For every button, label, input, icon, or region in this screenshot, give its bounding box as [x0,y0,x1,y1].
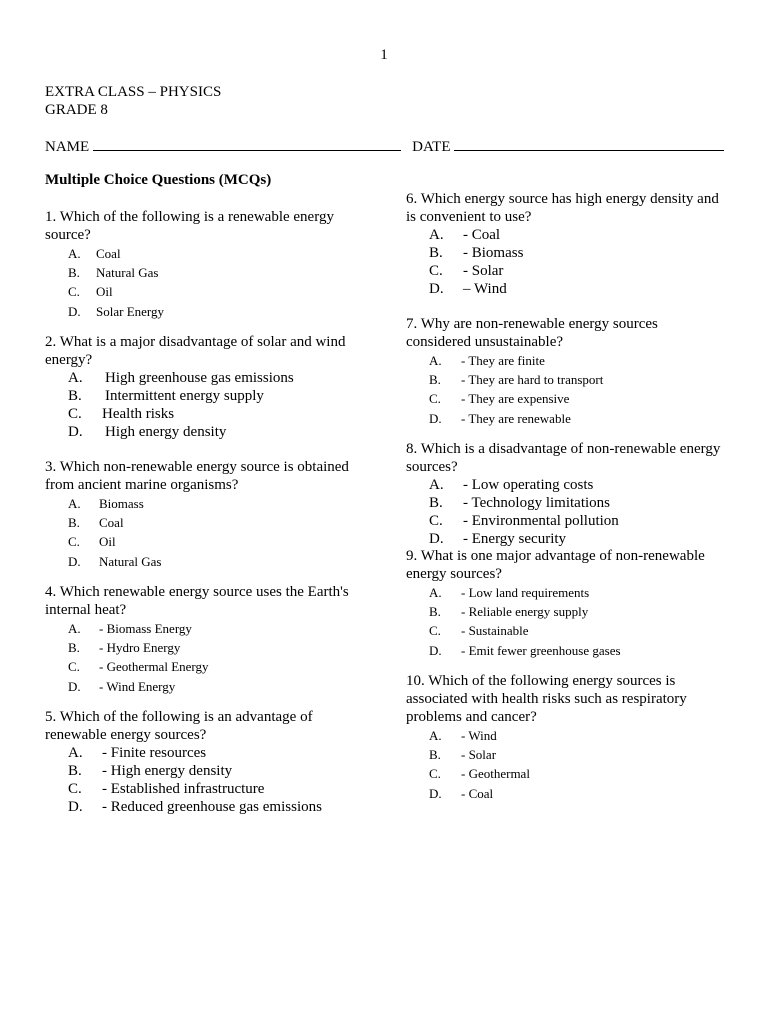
option-d[interactable]: D. - They are renewable [429,410,571,426]
question-8 [406,440,726,548]
option-c[interactable]: C. - Environmental pollution [429,513,619,529]
option-c[interactable]: C. - Established infrastructure [68,781,265,797]
option-b[interactable]: B. - They are hard to transport [429,372,604,388]
option-a[interactable]: A. Biomass [68,496,144,511]
section-title: Multiple Choice Questions (MCQs) [45,172,272,188]
option-a[interactable]: A. Coal [68,246,121,261]
question-text: 6. Which energy source has high energy density and is convenient to use? [406,191,719,225]
options-list [406,583,726,660]
options-list [45,744,375,816]
option-c[interactable]: C. Health risks [68,406,175,422]
question-text: 4. Which renewable energy source uses the Earth's internal heat? [45,584,349,618]
option-b[interactable]: B. Coal [68,515,124,531]
question-10 [406,672,726,803]
options-list [406,351,726,428]
option-c[interactable]: C. Oil [68,534,116,550]
question-3 [45,458,375,571]
option-b[interactable]: B. - Technology limitations [429,495,610,511]
question-7 [406,315,726,428]
option-d[interactable]: D. Solar Energy [68,303,164,319]
option-a[interactable]: A. - Low land requirements [429,585,590,600]
option-c[interactable]: C. - Sustainable [429,623,529,639]
question-2 [45,333,375,441]
question-5 [45,708,375,816]
name-label: NAME [45,139,90,155]
question-text: 3. Which non-renewable energy source is obtained from ancient marine organisms? [45,459,349,493]
options-list [406,726,726,803]
date-field[interactable] [454,136,724,151]
options-list [45,619,375,696]
option-d[interactable]: D. Natural Gas [68,553,162,569]
question-text: 2. What is a major disadvantage of solar and wind energy? [45,334,346,368]
option-a[interactable]: A. - They are finite [429,353,545,368]
question-text: 10. Which of the following energy sources is associated with health risks such as respiratory problems and cancer? [406,673,687,725]
option-b[interactable]: B. Natural Gas [68,265,159,281]
option-d[interactable]: D. High energy density [68,424,227,440]
option-d[interactable]: D. – Wind [429,281,507,297]
option-d[interactable]: D. - Wind Energy [68,678,176,694]
page-number: 1 [380,47,388,63]
options-list [45,244,375,321]
option-c[interactable]: C. - Geothermal Energy [68,659,209,675]
option-a[interactable]: A. - Finite resources [68,745,207,761]
question-6 [406,190,726,298]
question-text: 9. What is one major advantage of non-renewable energy sources? [406,548,705,582]
option-b[interactable]: B. - High energy density [68,763,233,779]
option-c[interactable]: C. - Geothermal [429,766,530,782]
option-a[interactable]: A. - Biomass Energy [68,621,192,636]
options-list [406,476,726,548]
header-class-title: EXTRA CLASS – PHYSICS [45,84,222,100]
options-list [406,226,726,298]
name-date-line [45,136,724,156]
option-d[interactable]: D. - Coal [429,785,494,801]
question-text: 1. Which of the following is a renewable energy source? [45,209,334,243]
question-text: 8. Which is a disadvantage of non-renewable energy sources? [406,441,721,475]
question-text: 7. Why are non-renewable energy sources considered unsustainable? [406,316,658,350]
option-c[interactable]: C. Oil [68,284,113,300]
option-d[interactable]: D. - Emit fewer greenhouse gases [429,642,621,658]
option-b[interactable]: B. - Reliable energy supply [429,604,589,620]
name-field[interactable] [93,136,401,151]
options-list [45,369,375,441]
question-4 [45,583,375,696]
option-b[interactable]: B. - Hydro Energy [68,640,181,656]
question-text: 5. Which of the following is an advantage of renewable energy sources? [45,709,313,743]
option-d[interactable]: D. - Energy security [429,531,567,547]
question-9 [406,547,726,660]
option-a[interactable]: A. - Low operating costs [429,477,594,493]
option-a[interactable]: A. - Wind [429,728,497,743]
option-a[interactable]: A. - Coal [429,227,501,243]
option-b[interactable]: B. - Solar [429,747,497,763]
option-b[interactable]: B. Intermittent energy supply [68,388,264,404]
question-1 [45,208,375,321]
option-d[interactable]: D. - Reduced greenhouse gas emissions [68,799,322,815]
option-a[interactable]: A. High greenhouse gas emissions [68,370,294,386]
date-label: DATE [412,139,451,155]
option-c[interactable]: C. - Solar [429,263,504,279]
header-grade: GRADE 8 [45,102,108,118]
options-list [45,494,375,571]
option-c[interactable]: C. - They are expensive [429,391,570,407]
option-b[interactable]: B. - Biomass [429,245,524,261]
